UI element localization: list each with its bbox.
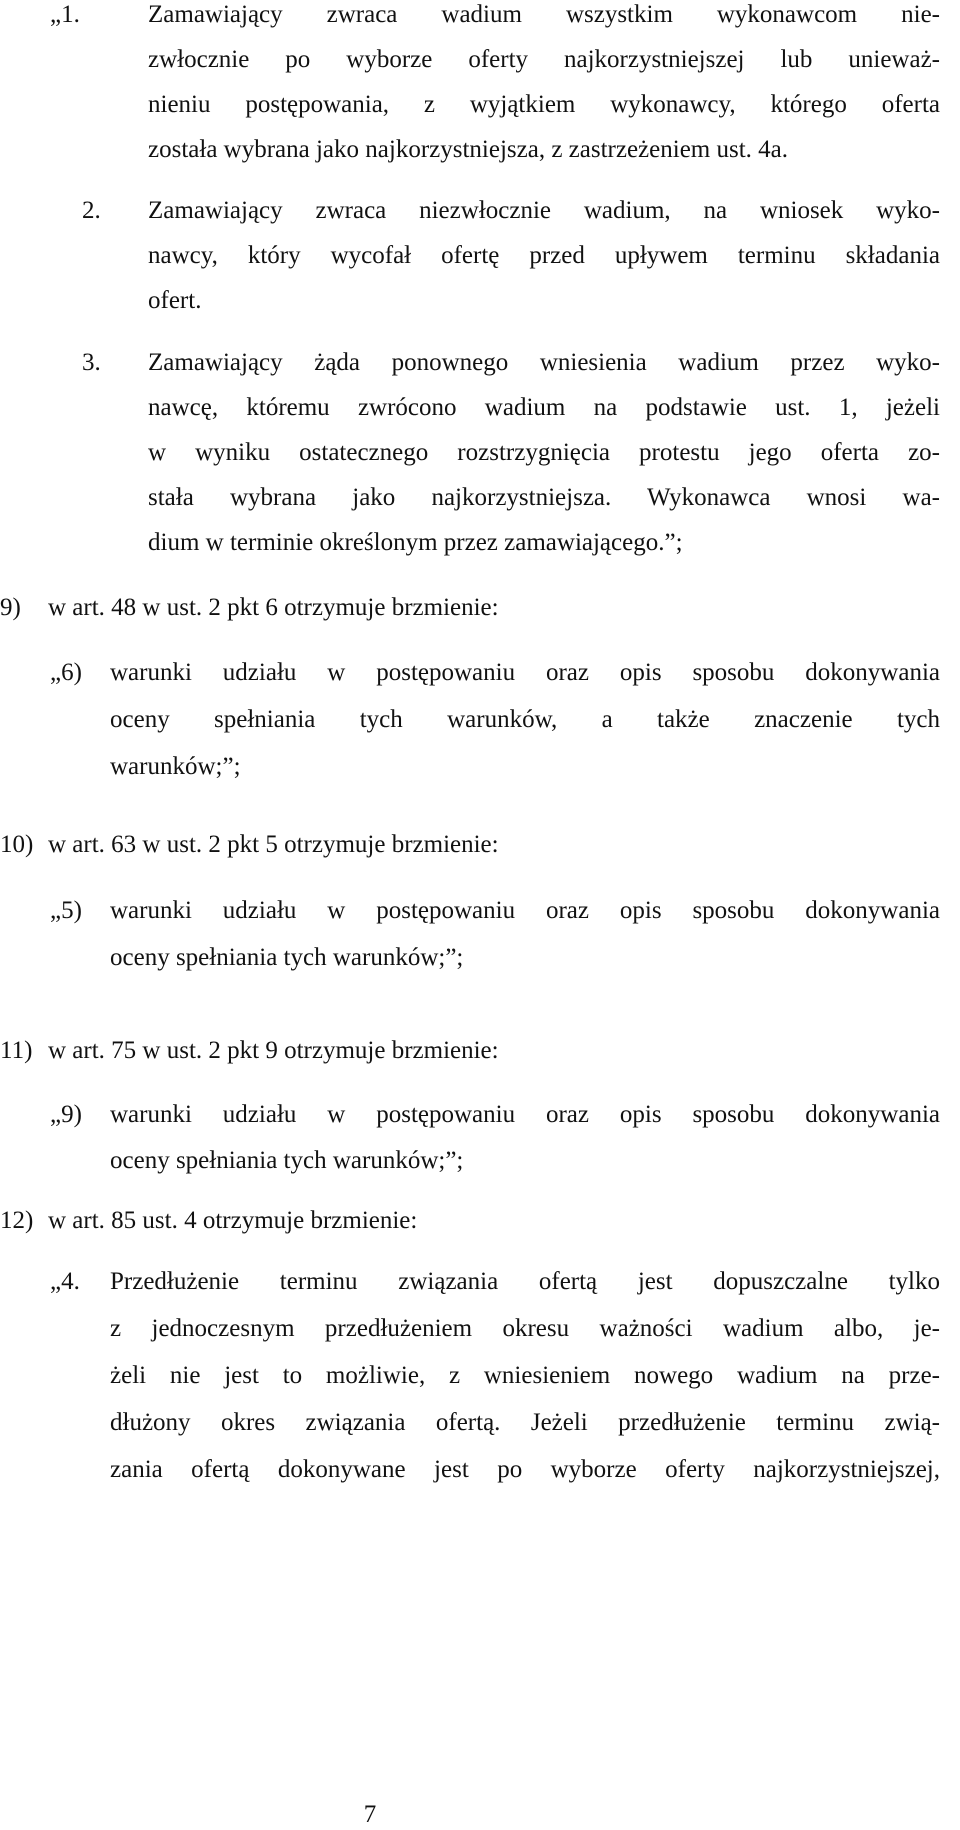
paragraph-line: Przedłużenie terminu związania ofertą jest dopuszczalne tylko bbox=[110, 1268, 940, 1295]
paragraph-line: dłużony okres związania ofertą. Jeżeli przedłużenie terminu zwią- bbox=[110, 1409, 940, 1436]
paragraph-line: oceny spełniania tych warunków, a także znaczenie tych bbox=[110, 706, 940, 733]
paragraph-line: Zamawiający żąda ponownego wniesienia wadium przez wyko- bbox=[148, 349, 940, 376]
point-number: „9) bbox=[50, 1101, 82, 1128]
paragraph-line: Zamawiający zwraca niezwłocznie wadium, na wniosek wyko- bbox=[148, 197, 940, 224]
paragraph-line: stała wybrana jako najkorzystniejsza. Wykonawca wnosi wa- bbox=[148, 484, 940, 511]
paragraph-line: warunki udziału w postępowaniu oraz opis sposobu dokonywania bbox=[110, 659, 940, 686]
paragraph-line: nieniu postępowania, z wyjątkiem wykonawcy, którego oferta bbox=[148, 91, 940, 118]
paragraph-line: zwłocznie po wyborze oferty najkorzystniejszej lub unieważ- bbox=[148, 46, 940, 73]
point-number: „4. bbox=[50, 1268, 80, 1295]
amendment-intro: w art. 48 w ust. 2 pkt 6 otrzymuje brzmienie: bbox=[48, 594, 499, 621]
amendment-intro: w art. 63 w ust. 2 pkt 5 otrzymuje brzmienie: bbox=[48, 831, 499, 858]
paragraph-line: żeli nie jest to możliwie, z wniesieniem nowego wadium na prze- bbox=[110, 1362, 940, 1389]
point-number: „6) bbox=[50, 659, 82, 686]
page-number: 7 bbox=[363, 1801, 377, 1828]
point-number: „5) bbox=[50, 897, 82, 924]
amendment-intro: w art. 75 w ust. 2 pkt 9 otrzymuje brzmienie: bbox=[48, 1037, 499, 1064]
paragraph-line: z jednoczesnym przedłużeniem okresu ważności wadium albo, je- bbox=[110, 1315, 940, 1342]
item-number: 3. bbox=[82, 349, 101, 376]
paragraph-line: warunki udziału w postępowaniu oraz opis sposobu dokonywania bbox=[110, 1101, 940, 1128]
amendment-number: 9) bbox=[0, 594, 21, 621]
paragraph-line: oceny spełniania tych warunków;”; bbox=[110, 1147, 464, 1174]
amendment-number: 12) bbox=[0, 1207, 34, 1234]
item-number: 2. bbox=[82, 197, 101, 224]
paragraph-line: warunków;”; bbox=[110, 753, 241, 780]
paragraph-line: nawcę, któremu zwrócono wadium na podstawie ust. 1, jeżeli bbox=[148, 394, 940, 421]
paragraph-line: dium w terminie określonym przez zamawiającego.”; bbox=[148, 529, 683, 556]
paragraph-line: nawcy, który wycofał ofertę przed upływem terminu składania bbox=[148, 242, 940, 269]
paragraph-line: w wyniku ostatecznego rozstrzygnięcia protestu jego oferta zo- bbox=[148, 439, 940, 466]
paragraph-line: zania ofertą dokonywane jest po wyborze oferty najkorzystniejszej, bbox=[110, 1456, 940, 1483]
paragraph-line: Zamawiający zwraca wadium wszystkim wykonawcom nie- bbox=[148, 1, 940, 28]
paragraph-line: została wybrana jako najkorzystniejsza, z zastrzeżeniem ust. 4a. bbox=[148, 136, 789, 163]
paragraph-line: warunki udziału w postępowaniu oraz opis sposobu dokonywania bbox=[110, 897, 940, 924]
amendment-number: 10) bbox=[0, 831, 34, 858]
item-number: „1. bbox=[50, 1, 80, 28]
paragraph-line: ofert. bbox=[148, 287, 202, 314]
amendment-intro: w art. 85 ust. 4 otrzymuje brzmienie: bbox=[48, 1207, 418, 1234]
paragraph-line: oceny spełniania tych warunków;”; bbox=[110, 944, 464, 971]
amendment-number: 11) bbox=[0, 1037, 33, 1064]
